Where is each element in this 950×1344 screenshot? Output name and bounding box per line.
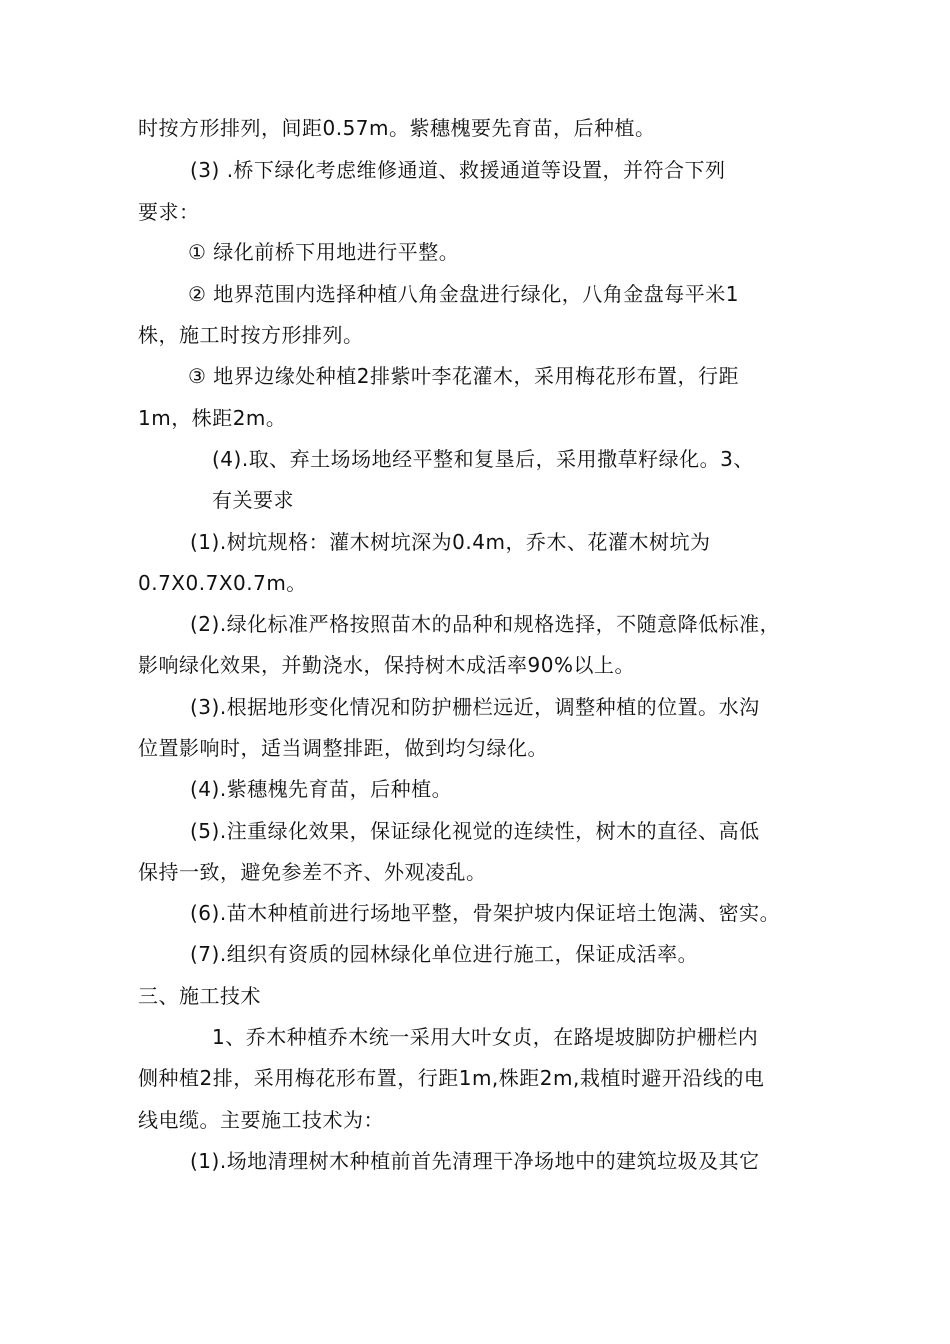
text-line: (4).取、弃土场场地经平整和复垦后，采用撒草籽绿化。3、 [212, 447, 754, 471]
text-line: (4).紫穗槐先育苗，后种植。 [190, 777, 453, 801]
text-line: (1).树坑规格：灌木树坑深为0.4m，乔木、花灌木树坑为 [190, 530, 711, 554]
text-line: 有关要求 [212, 488, 294, 512]
text-line: 1m，株距2m。 [138, 406, 287, 430]
section-heading: 三、施工技术 [138, 984, 261, 1008]
text-line: 株，施工时按方形排列。 [138, 323, 364, 347]
text-line: 线电缆。主要施工技术为： [138, 1108, 384, 1132]
text-line: (5).注重绿化效果，保证绿化视觉的连续性，树木的直径、高低 [190, 819, 760, 843]
text-line: (7).组织有资质的园林绿化单位进行施工，保证成活率。 [190, 942, 699, 966]
text-line: 0.7X0.7X0.7m。 [138, 571, 307, 595]
text-line: ② 地界范围内选择种植八角金盘进行绿化，八角金盘每平米1 [188, 282, 740, 306]
text-line: ① 绿化前桥下用地进行平整。 [188, 240, 460, 264]
text-line: ③ 地界边缘处种植2排紫叶李花灌木，采用梅花形布置，行距 [188, 364, 740, 388]
text-line: 位置影响时，适当调整排距，做到均匀绿化。 [138, 736, 548, 760]
text-line: 保持一致，避免参差不齐、外观凌乱。 [138, 860, 487, 884]
text-line: (3) .桥下绿化考虑维修通道、救援通道等设置，并符合下列 [190, 158, 726, 182]
text-line: 1、乔木种植乔木统一采用大叶女贞，在路堤坡脚防护栅栏内 [212, 1025, 759, 1049]
text-line: 影响绿化效果，并勤浇水，保持树木成活率90%以上。 [138, 653, 635, 677]
text-line: (6).苗木种植前进行场地平整，骨架护坡内保证培土饱满、密实。 [190, 901, 781, 925]
text-line: 侧种植2排，采用梅花形布置，行距1m,株距2m,栽植时避开沿线的电 [138, 1066, 765, 1090]
text-line: 要求： [138, 200, 200, 224]
text-line: (1).场地清理树木种植前首先清理干净场地中的建筑垃圾及其它 [190, 1149, 760, 1173]
text-line: 时按方形排列，间距0.57m。紫穗槐要先育苗，后种植。 [138, 116, 656, 140]
text-line: (2).绿化标准严格按照苗木的品种和规格选择，不随意降低标准， [190, 612, 781, 636]
text-line: (3).根据地形变化情况和防护栅栏远近，调整种植的位置。水沟 [190, 695, 760, 719]
